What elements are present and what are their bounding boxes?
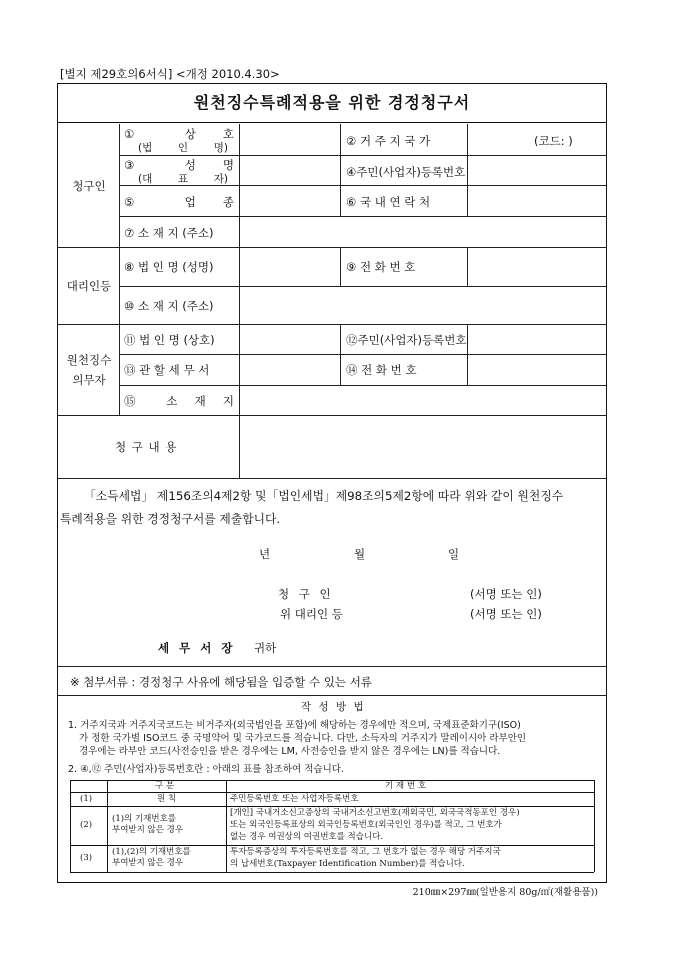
date-day: 일 xyxy=(448,547,460,561)
field-7-input[interactable] xyxy=(240,217,605,246)
section-withholder-line2: 의무자 xyxy=(72,373,106,387)
field-5-label: ⑤ 업 종 xyxy=(124,195,234,209)
field-8-input[interactable] xyxy=(240,248,339,285)
section-claim-content: 청 구 내 용 xyxy=(115,440,178,454)
table-row-2-num: (2) xyxy=(80,820,93,830)
table-header-category: 구 분 xyxy=(155,781,175,791)
field-15-label: ⑮ 소 재 지 xyxy=(124,394,234,408)
field-1-input[interactable] xyxy=(240,125,339,154)
field-5-input[interactable] xyxy=(240,186,339,215)
field-14-input[interactable] xyxy=(468,355,605,384)
field-2-label: ② 거 주 지 국 가 xyxy=(346,134,431,148)
statement-line1: 「소득세법」 제156조의4제2항 및「법인세법」제98조의5제2항에 따라 위와 같이 원천징수 xyxy=(84,489,564,503)
field-10-label: ⑩ 소 재 지 (주소) xyxy=(124,299,214,313)
table-row-3-num: (3) xyxy=(80,853,93,863)
form-title: 원천징수특례적용을 위한 경정청구서 xyxy=(58,85,606,123)
form-reference: [별지 제29호의6서식] <개정 2010.4.30> xyxy=(60,67,280,81)
field-11-label: ⑪ 법 인 명 (상호) xyxy=(124,333,215,347)
paper-spec: 210㎜×297㎜(일반용지 80g/㎡(재활용품)) xyxy=(412,887,598,898)
field-13-label: ⑬ 관 할 세 무 서 xyxy=(124,363,210,377)
table-row-2-desc-line2: 또는 외국인등록표상의 외국인등록번호(외국인인 경우)를 적고, 그 번호가 xyxy=(230,820,502,830)
field-4-input[interactable] xyxy=(468,156,605,184)
table-row-3-cat-line1: (1),(2)의 기재번호를 xyxy=(112,847,191,857)
claim-content-input[interactable] xyxy=(240,416,605,477)
recipient-title: 세 무 서 장 xyxy=(158,641,236,655)
table-row-3-desc-line1: 투자등록증상의 투자등록번호를 적고, 그 번호가 없는 경우 해당 거주지국 xyxy=(230,847,501,857)
table-row-2-desc-line1: [개인] 국내거소신고증상의 국내거소신고번호(재외국민, 외국국적동포인 경우) xyxy=(230,808,520,818)
field-9-label: ⑨ 전 화 번 호 xyxy=(346,260,416,274)
field-6-input[interactable] xyxy=(468,186,605,215)
field-8-label: ⑧ 법 인 명 (성명) xyxy=(124,260,214,274)
table-row-1-num: (1) xyxy=(80,794,93,804)
field-9-input[interactable] xyxy=(468,248,605,285)
note1-line2: 가 정한 국가별 ISO코드 중 국명약어 및 국가코드를 적습니다. 다만, 소득자의 거주지가 말레이시아 라부안인 xyxy=(79,733,527,744)
field-1-sublabel: (법 인 명) xyxy=(138,142,228,154)
field-3-label: ③ 성 명 xyxy=(124,158,234,172)
signer-claimant-note: (서명 또는 인) xyxy=(470,587,542,601)
table-header-method: 기 재 번 호 xyxy=(385,781,426,791)
table-row-1-cat: 원 칙 xyxy=(157,794,177,804)
table-row-1-desc: 주민등록번호 또는 사업자등록번호 xyxy=(230,794,359,804)
signer-claimant: 청 구 인 xyxy=(278,587,334,601)
table-row-2-cat-line2: 부여받지 않은 경우 xyxy=(112,825,184,835)
method-title: 작 성 방 법 xyxy=(301,701,366,713)
table-row-3-desc-line2: 의 납세번호(Taxpayer Identification Number)를 적습니다. xyxy=(230,859,465,869)
field-4-label: ④주민(사업자)등록번호 xyxy=(346,165,466,179)
signer-agent-note: (서명 또는 인) xyxy=(470,607,542,621)
date-month: 월 xyxy=(354,547,366,561)
field-12-label: ⑫주민(사업자)등록번호 xyxy=(346,333,467,347)
signer-agent: 위 대리인 등 xyxy=(280,607,343,621)
statement-line2: 특례적용을 위한 경정청구서를 제출합니다. xyxy=(60,512,281,526)
table-row-3-cat-line2: 부여받지 않은 경우 xyxy=(112,858,184,868)
field-15-input[interactable] xyxy=(240,386,605,414)
field-10-input[interactable] xyxy=(240,287,605,323)
section-agent: 대리인등 xyxy=(66,279,112,293)
note1-line3: 경우에는 라부안 코드(사전승인을 받은 경우에는 LM, 사전승인을 받지 않은 경우에는 LN)를 적습니다. xyxy=(79,746,501,757)
field-11-input[interactable] xyxy=(240,325,339,353)
table-row-2-cat-line1: (1)의 기재번호를 xyxy=(112,814,177,824)
field-7-label: ⑦ 소 재 지 (주소) xyxy=(124,226,214,240)
note1-line1: 1. 거주지국과 거주지국코드는 비거주자(외국법인을 포함)에 해당하는 경우에만 적으며, 국제표준화기구(ISO) xyxy=(68,720,521,731)
attachment-note: ※ 첨부서류 : 경정청구 사유에 해당됨을 입증할 수 있는 서류 xyxy=(70,675,372,689)
note2: 2. ④,⑫ 주민(사업자)등록번호란 : 아래의 표를 참조하여 적습니다. xyxy=(68,764,344,775)
date-year: 년 xyxy=(259,547,271,561)
field-1-label: ① 상 호 xyxy=(124,127,234,141)
section-claimant: 청구인 xyxy=(72,179,106,193)
recipient-suffix: 귀하 xyxy=(254,641,277,655)
section-withholder-line1: 원천징수 xyxy=(66,353,112,367)
field-3-input[interactable] xyxy=(240,156,339,184)
field-6-label: ⑥ 국 내 연 락 처 xyxy=(346,195,431,209)
country-code-label: (코드: ) xyxy=(534,134,573,148)
field-13-input[interactable] xyxy=(240,355,339,384)
table-row-2-desc-line3: 없는 경우 여권상의 여권번호를 적습니다. xyxy=(230,832,384,842)
field-3-sublabel: (대 표 자) xyxy=(138,173,228,185)
field-12-input[interactable] xyxy=(468,325,605,353)
field-14-label: ⑭ 전 화 번 호 xyxy=(346,363,417,377)
